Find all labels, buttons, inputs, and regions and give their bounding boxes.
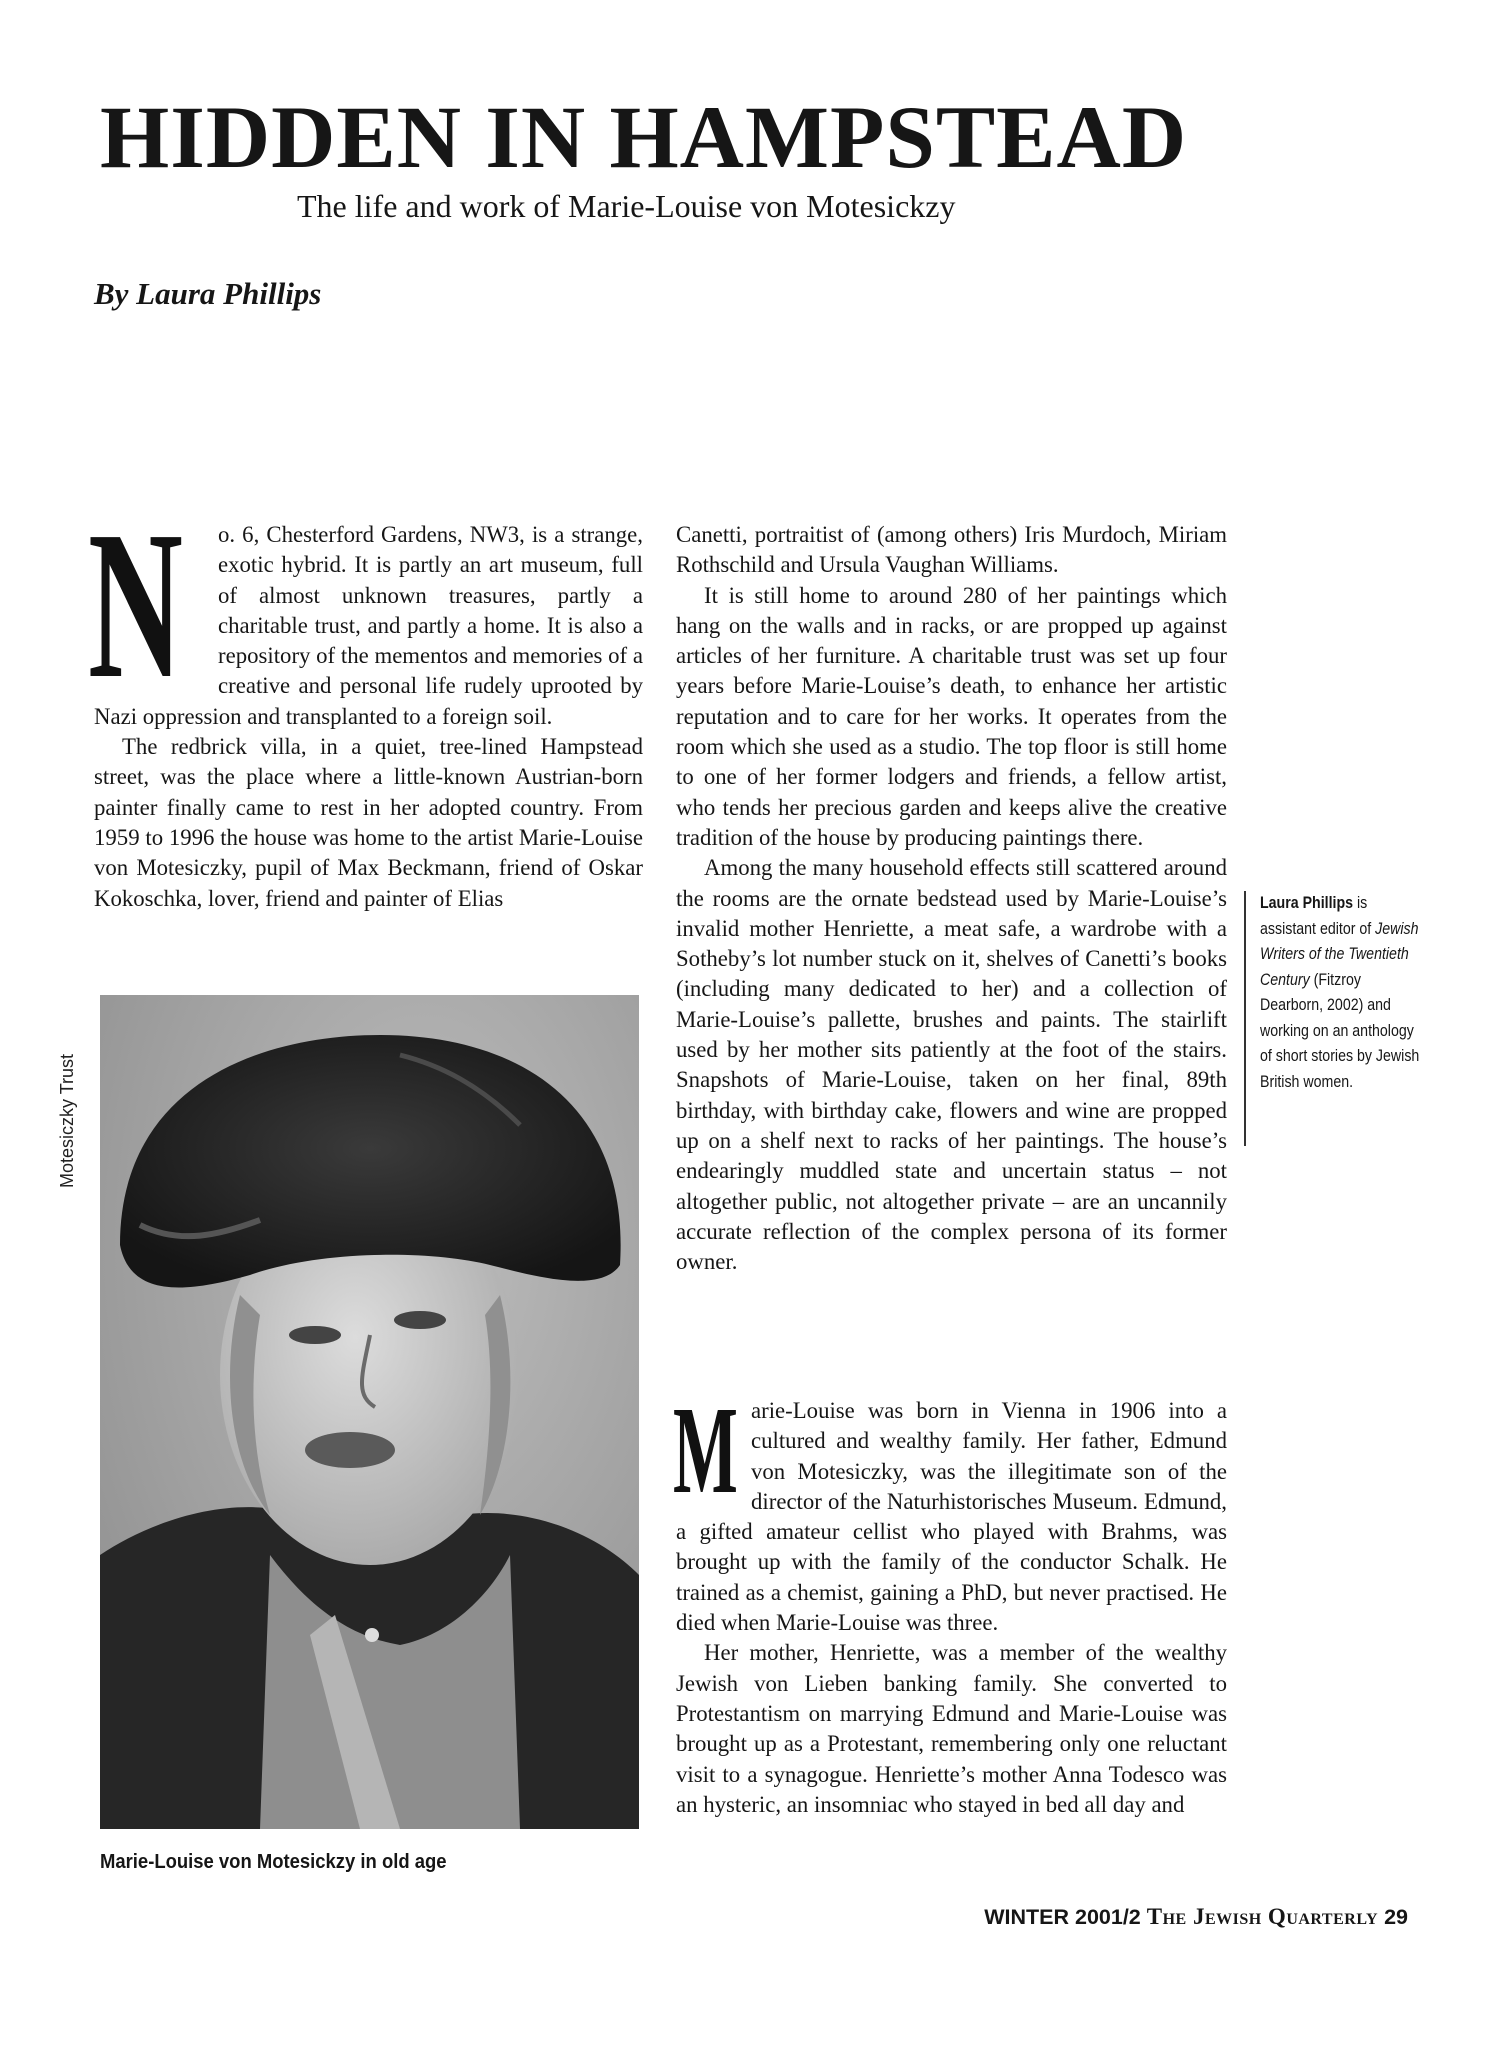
article-paragraph: It is still home to around 280 of her paintings which hang on the walls and in racks, or are propped up against articles of her furniture. A charitable trust was set up four years before Marie-Louise’s death, to enhance her artistic reputation and to care for her works. It operates from the room which she used as a studio. The top floor is still home to one of her former lodgers and friends, a fellow artist, who tends her precious garden and keeps alive the creative tradition of the house by producing paintings there. — [676, 582, 1227, 850]
bio-text: (Fitzroy Dearborn, 2002) and working on an anthology of short stories by Jewish British women. — [1260, 970, 1420, 1091]
author-bio — [1244, 891, 1420, 1146]
page-footer — [984, 1904, 1408, 1930]
article-paragraph: Among the many household effects still scattered around the rooms are the ornate bedstead used by Marie-Louise’s invalid mother Henriette, a meat safe, a wardrobe with a Sotheby’s lot number stuck on it, shelves of Canetti’s books (including many dedicated to her) and a collection of Marie-Louise’s pallette, brushes and paints. The stairlift used by her mother sits patiently at the foot of the stairs. Snapshots of Marie-Louise, taken on her final, 89th birthday, with birthday cake, flowers and wine are propped up on a shelf next to racks of her paintings. The house’s endearingly muddled state and uncertain status – not altogether public, not altogether private – are an uncannily accurate reflection of the complex persona of its former owner. — [676, 855, 1227, 1275]
author-name: Laura Phillips — [1260, 894, 1354, 912]
portrait-photo — [100, 995, 639, 1829]
paragraph-text: arie-Louise was born in Vienna in 1906 into a cultured and wealthy family. Her father, Edmund von Motesiczky, was the illegitimate son of the director of the Naturhistorisches Museum. Edmund, a gifted amateur cellist who played with Brahms, was brought up with the family of the conductor Schalk. He trained as a chemist, gaining a PhD, but never practised. He died when Marie-Louise was three. — [676, 1398, 1227, 1636]
article-paragraph: The redbrick villa, in a quiet, tree-lined Hampstead street, was the place where a little-known Austrian-born painter finally came to rest in her adopted country. From 1959 to 1996 the house was home to the artist Marie-Louise von Motesiczky, pupil of Max Beckmann, friend of Oskar Kokoschka, lover, friend and painter of Elias — [94, 734, 643, 911]
paragraph-text: o. 6, Chesterford Gardens, NW3, is a strange, exotic hybrid. It is partly an art museum, full of almost unknown treasures, partly a charitable trust, and partly a home. It is also a repository of the mementos and memories of a creative and personal life rudely uprooted by Nazi oppression and transplanted to a foreign soil. — [94, 522, 643, 729]
photo-caption: Marie-Louise von Motesickzy in old age — [100, 1850, 447, 1873]
byline: By Laura Phillips — [94, 276, 322, 311]
bio-text: is assistant editor of — [1260, 894, 1376, 938]
article-paragraph: Her mother, Henriette, was a member of the wealthy Jewish von Lieben banking family. She converted to Protestantism on marrying Edmund and Marie-Louise was brought up as a Protestant, remembering only one reluctant visit to a synagogue. Henriette’s mother Anna Todesco was an hysteric, an insomniac who stayed in bed all day and — [676, 1640, 1227, 1817]
article-paragraph: Canetti, portraitist of (among others) Iris Murdoch, Miriam Rothschild and Ursula Vaughan Williams. — [676, 522, 1227, 578]
article-column-left — [88, 487, 643, 914]
article-title: HIDDEN IN HAMPSTEAD — [100, 89, 1188, 187]
article-column-right-bottom — [673, 1382, 1227, 1820]
book-title: Jewish Writers of the Twentieth Century — [1260, 919, 1419, 989]
drop-cap: N — [88, 487, 183, 722]
page-number: 29 — [1384, 1905, 1408, 1929]
issue-date: WINTER 2001/2 — [984, 1905, 1141, 1929]
photo-credit: Motesiczky Trust — [57, 1053, 77, 1188]
journal-name: The Jewish Quarterly — [1146, 1904, 1379, 1929]
portrait-image — [100, 995, 639, 1829]
article-paragraph — [88, 487, 643, 732]
drop-cap: M — [673, 1382, 738, 1520]
article-paragraph — [673, 1382, 1227, 1638]
article-subtitle: The life and work of Marie-Louise von Motesickzy — [297, 188, 956, 224]
article-column-right-top — [676, 520, 1227, 1277]
